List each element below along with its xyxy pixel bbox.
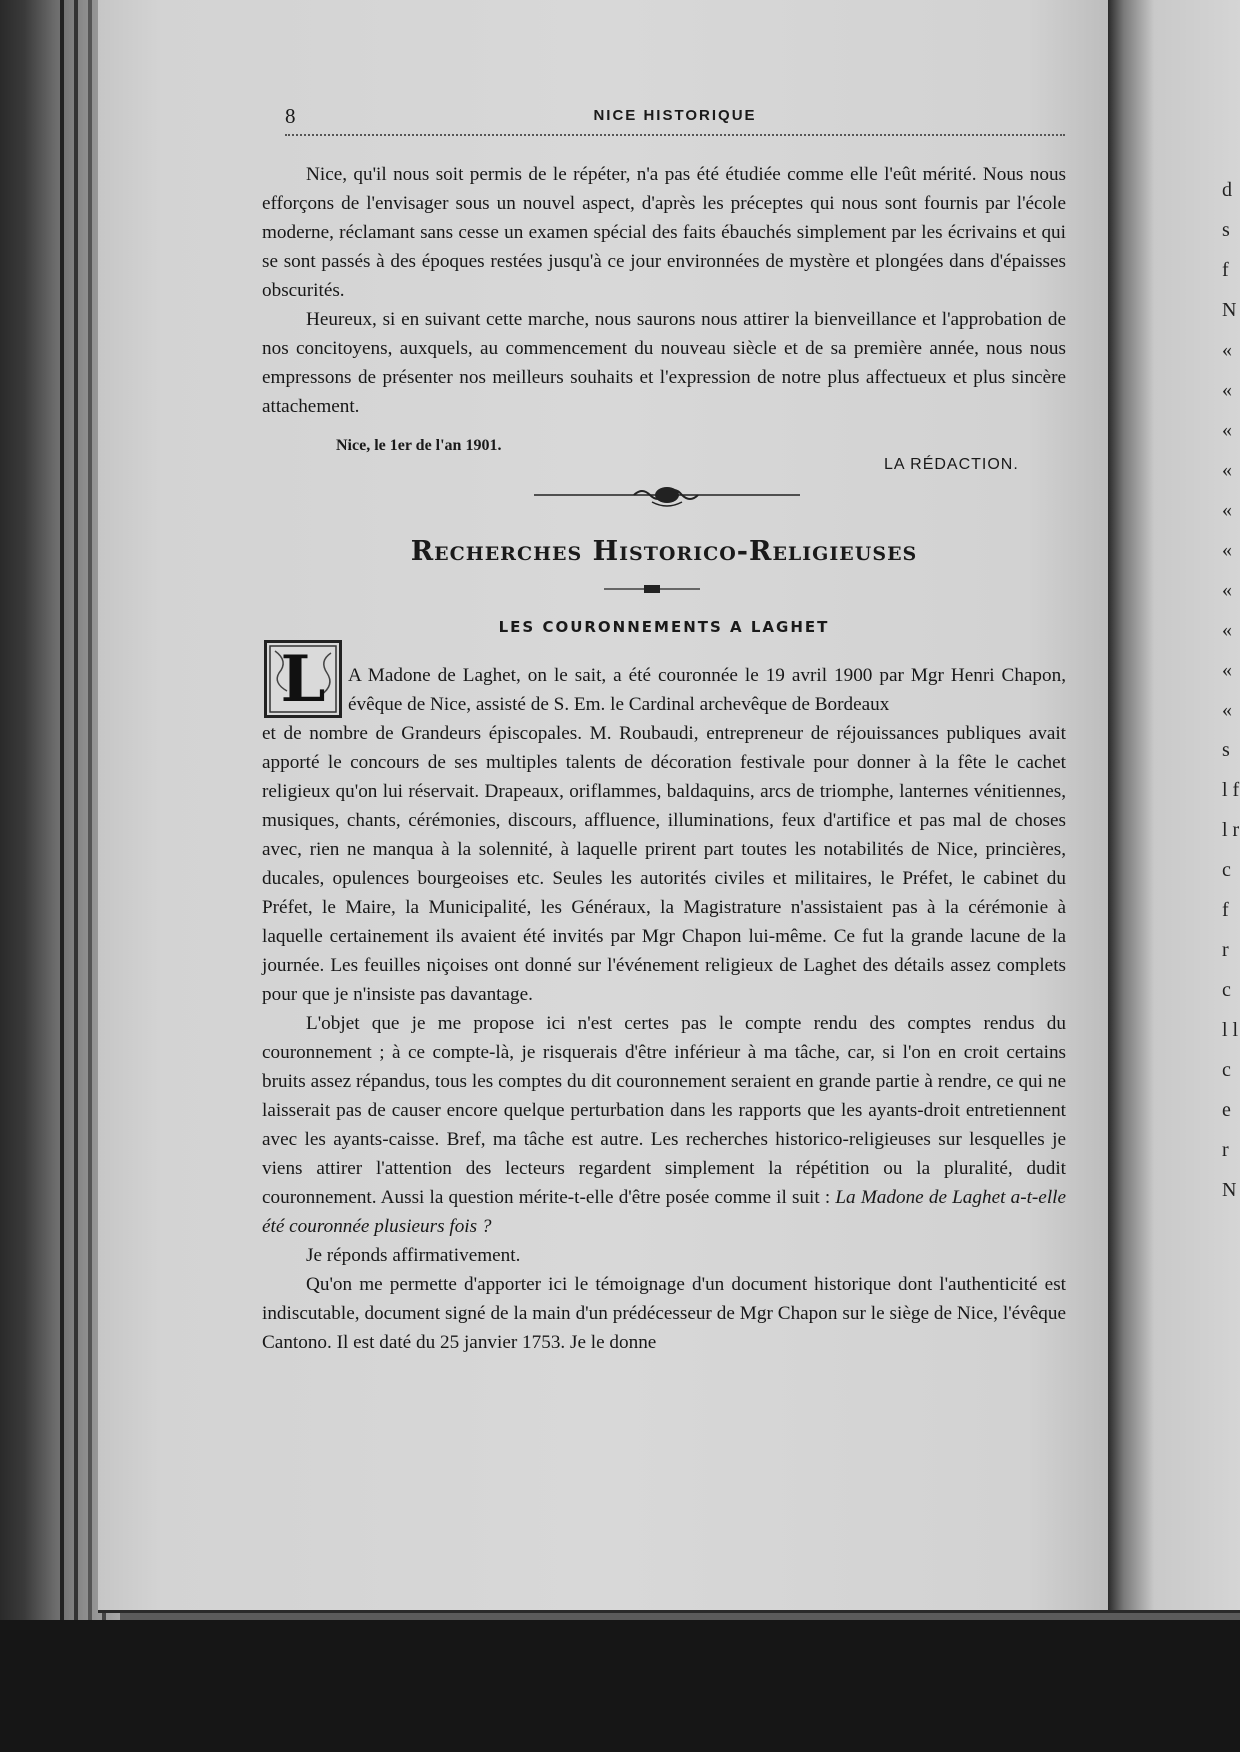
small-ornament-rule [604,583,700,595]
article-subtitle: LES COURONNEMENTS A LAGHET [498,618,830,636]
dateline: Nice, le 1er de l'an 1901. [336,437,502,454]
intro-text [262,160,1066,421]
adjacent-page [1108,0,1240,1613]
ornamental-divider [534,480,800,510]
intro-paragraph-1: Nice, qu'il nous soit permis de le répéter, n'a pas été étudiée comme elle l'eût mérité. Nous nous efforçons de l'envisager sous un nouvel aspect, d'après les préceptes qui nous sont fournis par l'école moderne, réclamant sans cesse un examen spécial des faits ébauchés simplement par les écrivains et qui se sont passés à des époques restées jusqu'à ce jour environnées de mystère et plongées dans d'épaisses obscurités. [262,164,1066,301]
section-title: Recherches Historico-Religieuses [410,536,918,567]
article-paragraph-2 [262,1009,1066,1241]
article-paragraph-2-main: L'objet que je me propose ici n'est certes pas le compte rendu des comptes rendus du couronnement ; à ce compte-là, je risquerais d'être inférieur à ma tâche, car, si l'on en croit certains bruits assez répandus, tous les comptes du dit couronnement seraient en grande partie à rendre, ce qui ne laisserait pas de causer encore quelque perturbation dans les rapports que les ayants-droit entretiennent avec les ayants-caisse. Bref, ma tâche est autre. Les recherches historico-religieuses sur lesquelles je viens attirer l'attention des lecteurs regardent simplement la répétition ou la pluralité, dudit couronnement. Aussi la question mérite-t-elle d'être posée comme il suit : [262,1013,1066,1208]
article-opening [348,661,1066,719]
article-paragraph-3: Je réponds affirmativement. [306,1245,521,1266]
article-body [262,719,1066,1357]
article-question: La Madone de Laghet a-t-elle été couronnée plusieurs fois ? [262,1187,1066,1237]
article-opening-text: Madone de Laghet, on le sait, a été couronnée le 19 avril 1900 par Mgr Henri Chapon, évêque de Nice, assisté de S. Em. le Cardinal archevêque de Bordeaux [348,665,1067,715]
page-number: 8 [285,104,296,128]
drop-cap-letter: L [280,642,326,717]
signature: LA RÉDACTION. [884,456,1019,473]
article-paragraph-1: et de nombre de Grandeurs épiscopales. M. Roubaudi, entrepreneur de réjouissances publiques avait apporté le concours de ses multiples talents de décoration festivale pour donner à la fête le cachet religieux qu'on lui réservait. Drapeaux, oriflammes, baldaquins, arcs de triomphe, lanternes vénitiennes, musiques, chants, cérémonies, discours, affluence, illuminations, feux d'artifice et pas mal de choses avec, rien ne manqua à la solennité, à laquelle prirent part toutes les notabilités de Nice, princières, ducales, opulences bourgeoises etc. Seules les autorités civiles et militaires, le Préfet, le cabinet du Préfet, le Maire, la Municipalité, les Généraux, la Magistrature n'assistaient pas à la cérémonie à laquelle certainement ils avaient été invités par Mgr Chapon lui-même. Ce fut la grande lacune de la journée. Les feuilles niçoises ont donné sur l'événement religieux de Laghet des détails assez complets pour que je n'insiste pas davantage. [262,723,1066,1005]
adjacent-page-margin-text: d s f N « « « « « « « « « « s l f l r c f r c l l c e r N [1222,179,1240,1201]
page-header [285,104,1065,136]
small-cap-start: A [348,665,361,686]
drop-cap [264,640,342,718]
intro-paragraph-2: Heureux, si en suivant cette marche, nous saurons nous attirer la bienveillance et l'approbation de nos concitoyens, auxquels, au commencement du nouveau siècle et de sa première année, nous nous empressons de présenter nos meilleurs souhaits et l'expression de notre plus affectueux et plus sincère attachement. [262,309,1066,417]
running-head: NICE HISTORIQUE [593,107,757,124]
article-paragraph-4: Qu'on me permette d'apporter ici le témoignage d'un document historique dont l'authenticité est indiscutable, document signé de la main d'un prédécesseur de Mgr Chapon sur le siège de Nice, l'évêque Cantono. Il est daté du 25 janvier 1753. Je le donne [262,1274,1066,1353]
